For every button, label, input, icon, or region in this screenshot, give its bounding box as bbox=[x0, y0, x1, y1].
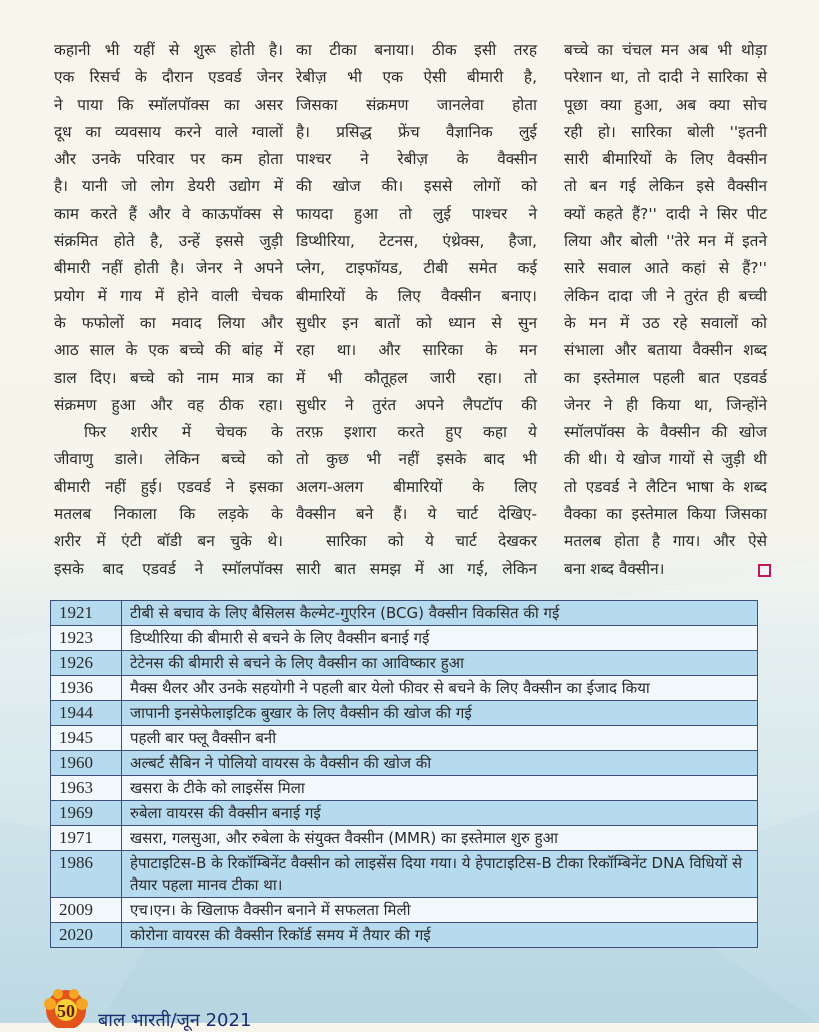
text-line: सुधीर ने तुरंत अपने लैपटॉप की bbox=[296, 395, 537, 414]
text-line: लिया और बोली ''तेरे मन में इतने bbox=[564, 232, 767, 251]
text-line: सारे सवाल आते कहां से हैं?'' bbox=[564, 259, 767, 278]
text-line: स्मॉलपॉक्स के वैक्सीन की खोज bbox=[564, 423, 767, 442]
timeline-year: 1944 bbox=[51, 701, 122, 726]
text-line: तो बन गई लेकिन इसे वैक्सीन bbox=[564, 177, 767, 196]
timeline-year: 1960 bbox=[51, 751, 122, 776]
timeline-year: 1923 bbox=[51, 626, 122, 651]
text-line: तो एडवर्ड ने लैटिन भाषा के शब्द bbox=[564, 477, 767, 496]
timeline-event: टेटेनस की बीमारी से बचने के लिए वैक्सीन का आविष्कार हुआ bbox=[122, 651, 758, 676]
text-line: परेशान था, तो दादी ने सारिका से bbox=[564, 68, 767, 87]
timeline-row bbox=[51, 726, 758, 751]
timeline-event: खसरा के टीके को लाइसेंस मिला bbox=[122, 776, 758, 801]
text-line: बीमारी नहीं हुई। एडवर्ड ने इसका bbox=[54, 477, 283, 496]
text-line: की थी। ये खोज गायों से जुड़ी थी bbox=[564, 450, 767, 469]
text-line: बीमारी नहीं होती है। जेनर ने अपने bbox=[54, 259, 283, 278]
timeline-row bbox=[51, 651, 758, 676]
text-line: प्रयोग में गाय में होने वाली चेचक bbox=[54, 286, 283, 305]
timeline-event: टीबी से बचाव के लिए बैसिलस कैल्मेट-गुएरिन (BCG) वैक्सीन विकसित की गई bbox=[122, 601, 758, 626]
timeline-year: 1986 bbox=[51, 851, 122, 898]
text-line: सारी बात समझ में आ गई, लेकिन bbox=[296, 559, 537, 578]
vaccine-timeline-table bbox=[50, 600, 758, 948]
text-line: डाल दिए। बच्चे को नाम मात्र का bbox=[54, 368, 283, 387]
timeline-event: हेपाटाइटिस-B के रिकॉम्बिनेंट वैक्सीन को लाइसेंस दिया गया। ये हेपाटाइटिस-B टीका रिकॉम्बिनेंट DNA विधियों से तैयार पहला मानव टीका था। bbox=[122, 851, 758, 898]
timeline-row bbox=[51, 601, 758, 626]
timeline-event: मैक्स थैलर और उनके सहयोगी ने पहली बार येलो फीवर से बचने के लिए वैक्सीन का ईजाद किया bbox=[122, 676, 758, 701]
timeline-event: जापानी इनसेफेलाइटिक बुखार के लिए वैक्सीन की खोज की गई bbox=[122, 701, 758, 726]
timeline-year: 1926 bbox=[51, 651, 122, 676]
text-line: वैक्का का इस्तेमाल किया जिसका bbox=[564, 505, 767, 524]
text-line: अलग-अलग बीमारियों के लिए bbox=[296, 477, 537, 496]
timeline-event: खसरा, गलसुआ, और रुबेला के संयुक्त वैक्सीन (MMR) का इस्तेमाल शुरु हुआ bbox=[122, 826, 758, 851]
text-line: कहानी भी यहीं से शुरू होती है। bbox=[54, 41, 283, 59]
timeline-year: 1921 bbox=[51, 601, 122, 626]
text-line: फिर शरीर में चेचक के bbox=[84, 423, 283, 442]
text-line: है। प्रसिद्ध फ्रेंच वैज्ञानिक लुई bbox=[296, 122, 537, 141]
text-line: इसके बाद एडवर्ड ने स्मॉलपॉक्स bbox=[54, 559, 283, 578]
text-line: का टीका बनाया। ठीक इसी तरह bbox=[296, 41, 537, 59]
text-line: पूछा क्या हुआ, अब क्या सोच bbox=[564, 95, 767, 114]
timeline-row bbox=[51, 923, 758, 948]
timeline-row bbox=[51, 626, 758, 651]
text-line: के मन में उठ रहे सवालों को bbox=[564, 313, 767, 332]
timeline-year: 2020 bbox=[51, 923, 122, 948]
article-column-3 bbox=[564, 37, 767, 583]
timeline-year: 1945 bbox=[51, 726, 122, 751]
timeline-row bbox=[51, 701, 758, 726]
text-line: मतलब होता है गाय। और ऐसे bbox=[564, 532, 767, 551]
timeline-event: डिप्थीरिया की बीमारी से बचने के लिए वैक्सीन बनाई गई bbox=[122, 626, 758, 651]
text-line: पाश्चर ने रेबीज़ के वैक्सीन bbox=[296, 150, 537, 169]
timeline-event: एच।एन। के खिलाफ वैक्सीन बनाने में सफलता मिली bbox=[122, 898, 758, 923]
timeline-row bbox=[51, 826, 758, 851]
timeline-row bbox=[51, 851, 758, 898]
text-line bbox=[564, 556, 767, 583]
text-line: का इस्तेमाल पहली बात एडवर्ड bbox=[564, 368, 767, 387]
text-line: फायदा हुआ तो लुई पाश्चर ने bbox=[296, 204, 537, 223]
text-line: सारी बीमारियों के लिए वैक्सीन bbox=[564, 150, 767, 169]
article-column-2 bbox=[296, 37, 537, 583]
timeline-year: 1969 bbox=[51, 801, 122, 826]
timeline-event: अल्बर्ट सैबिन ने पोलियो वायरस के वैक्सीन की खोज की bbox=[122, 751, 758, 776]
text-line: रही हो। सारिका बोली ''इतनी bbox=[564, 122, 767, 141]
text-line: डिप्थीरिया, टेटनस, एंथ्रेक्स, हैजा, bbox=[296, 232, 537, 251]
text-line: ने पाया कि स्मॉलपॉक्स का असर bbox=[54, 95, 283, 114]
text-line: लेकिन दादा जी ने तुरंत ही बच्ची bbox=[564, 286, 767, 305]
text-line: क्यों कहते हैं?'' दादी ने सिर पीट bbox=[564, 204, 767, 223]
text-line: संक्रमण हुआ और वह ठीक रहा। bbox=[54, 395, 283, 414]
text-line: तो कुछ भी नहीं इसके बाद भी bbox=[296, 450, 537, 469]
text-line: की खोज की। इससे लोगों को bbox=[296, 177, 537, 196]
text-line: बच्चे का चंचल मन अब भी थोड़ा bbox=[564, 41, 767, 59]
text-line: एक रिसर्च के दौरान एडवर्ड जेनर bbox=[54, 68, 283, 87]
end-mark-icon bbox=[758, 564, 771, 577]
magazine-issue: बाल भारती/जून 2021 bbox=[98, 1010, 252, 1031]
timeline-event: रुबेला वायरस की वैक्सीन बनाई गई bbox=[122, 801, 758, 826]
text-line: संक्रमित होते है, उन्हें इससे जुड़ी bbox=[54, 232, 283, 251]
text-line: जीवाणु डाले। लेकिन बच्चे को bbox=[54, 450, 283, 469]
timeline-row bbox=[51, 801, 758, 826]
timeline-year: 1963 bbox=[51, 776, 122, 801]
timeline-year: 2009 bbox=[51, 898, 122, 923]
timeline-year: 1971 bbox=[51, 826, 122, 851]
timeline-event: कोरोना वायरस की वैक्सीन रिकॉर्ड समय में तैयार की गई bbox=[122, 923, 758, 948]
article-column-1 bbox=[54, 37, 283, 583]
text-line: वैक्सीन बने हैं। ये चार्ट देखिए- bbox=[296, 505, 537, 524]
text-line: सारिका को ये चार्ट देखकर bbox=[326, 532, 537, 551]
text-line: संभाला और बताया वैक्सीन शब्द bbox=[564, 341, 767, 360]
text-line: और उनके परिवार पर कम होता bbox=[54, 150, 283, 169]
text-line: रहा था। और सारिका के मन bbox=[296, 341, 537, 360]
text-line: में भी कौतूहल जारी रहा। तो bbox=[296, 368, 537, 387]
text-line: प्लेग, टाइफॉयड, टीबी समेत कई bbox=[296, 259, 537, 278]
timeline-row bbox=[51, 676, 758, 701]
timeline-row bbox=[51, 776, 758, 801]
text-line-last: बना शब्द वैक्सीन। bbox=[564, 559, 665, 578]
text-line: काम करते हैं और वे काऊपॉक्स से bbox=[54, 204, 283, 223]
text-line: शरीर में एंटी बॉडी बन चुके थे। bbox=[54, 532, 283, 551]
text-line: मतलब निकाला कि लड़के के bbox=[54, 505, 283, 524]
text-line: जेनर ने ही किया था, जिन्होंने bbox=[564, 395, 767, 414]
page-number: 50 bbox=[57, 1001, 75, 1021]
text-line: के फफोलों का मवाद लिया और bbox=[54, 313, 283, 332]
flower-logo-icon bbox=[36, 988, 96, 1028]
text-line: बीमारियों के लिए वैक्सीन बनाए। bbox=[296, 286, 537, 305]
text-line: है। यानी जो लोग डेयरी उद्योग में bbox=[54, 177, 283, 196]
text-line: दूध का व्यवसाय करने वाले ग्वालों bbox=[54, 122, 283, 141]
text-line: आठ साल के एक बच्चे की बांह में bbox=[54, 341, 283, 360]
timeline-event: पहली बार फ्लू वैक्सीन बनी bbox=[122, 726, 758, 751]
text-line: सुधीर इन बातों को ध्यान से सुन bbox=[296, 313, 537, 332]
timeline-year: 1936 bbox=[51, 676, 122, 701]
timeline-row bbox=[51, 898, 758, 923]
text-line: जिसका संक्रमण जानलेवा होता bbox=[296, 95, 537, 114]
text-line: तरफ़ इशारा करते हुए कहा ये bbox=[296, 423, 537, 442]
timeline-row bbox=[51, 751, 758, 776]
text-line: रेबीज़ भी एक ऐसी बीमारी है, bbox=[296, 68, 537, 87]
magazine-logo bbox=[36, 988, 96, 1032]
